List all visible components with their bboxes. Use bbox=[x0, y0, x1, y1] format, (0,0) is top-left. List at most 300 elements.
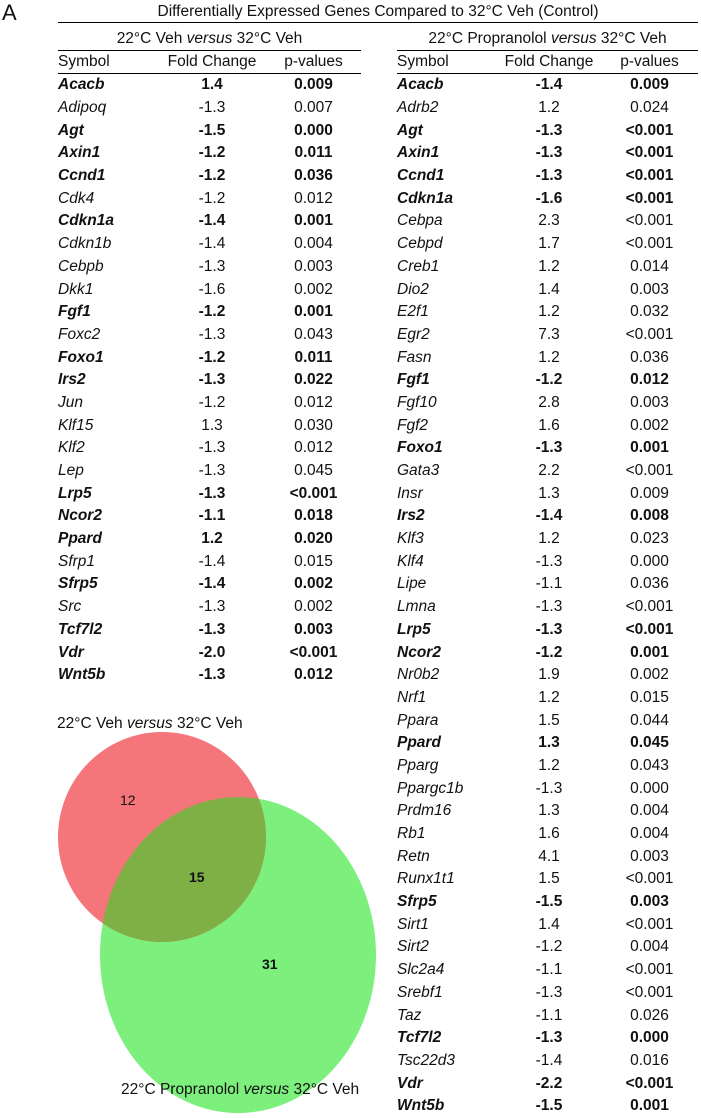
gene-symbol: Rb1 bbox=[397, 825, 426, 843]
fold-change-value: -1.3 bbox=[535, 620, 563, 638]
column-header-p-values: p-values bbox=[601, 51, 698, 74]
table-row bbox=[58, 74, 361, 97]
table-row bbox=[397, 641, 698, 664]
p-value: 0.045 bbox=[294, 462, 333, 480]
gene-symbol: Axin1 bbox=[58, 144, 101, 162]
venn-set-a-only-count: 12 bbox=[120, 792, 136, 808]
table-row bbox=[397, 324, 698, 347]
fold-change-value: -1.2 bbox=[535, 643, 563, 661]
fold-change-value: -1.3 bbox=[535, 167, 563, 185]
table-row bbox=[397, 845, 698, 868]
p-value: 0.002 bbox=[294, 598, 333, 616]
p-value: <0.001 bbox=[289, 484, 338, 502]
p-value: <0.001 bbox=[625, 915, 674, 933]
gene-symbol: Src bbox=[58, 598, 82, 616]
fold-change-value: -1.4 bbox=[535, 76, 563, 94]
table-row bbox=[397, 550, 698, 573]
p-value: 0.020 bbox=[294, 530, 333, 548]
gene-symbol: Ncor2 bbox=[397, 643, 441, 661]
gene-symbol: Klf3 bbox=[397, 530, 424, 548]
table-row bbox=[58, 460, 361, 483]
p-value: 0.004 bbox=[630, 825, 669, 843]
table-row bbox=[58, 414, 361, 437]
gene-symbol: Acacb bbox=[58, 76, 105, 94]
fold-change-value: -1.4 bbox=[535, 507, 563, 525]
gene-symbol: Ccnd1 bbox=[58, 167, 106, 185]
table-row bbox=[397, 664, 698, 687]
fold-change-value: -1.1 bbox=[535, 1006, 563, 1024]
gene-symbol: Wnt5b bbox=[58, 666, 106, 684]
p-value: 0.044 bbox=[630, 711, 669, 729]
column-header-fold-change: Fold Change bbox=[497, 51, 601, 74]
p-value: 0.001 bbox=[630, 643, 669, 661]
gene-symbol: Taz bbox=[397, 1006, 422, 1024]
fold-change-value: 1.6 bbox=[538, 825, 560, 843]
table-row bbox=[58, 301, 361, 324]
fold-change-value: -1.3 bbox=[198, 666, 226, 684]
gene-symbol: Lmna bbox=[397, 598, 436, 616]
p-value: 0.001 bbox=[294, 212, 333, 230]
table-row bbox=[397, 187, 698, 210]
p-value: 0.009 bbox=[630, 76, 669, 94]
gene-symbol: Sirt2 bbox=[397, 938, 429, 956]
fold-change-value: 1.2 bbox=[538, 688, 560, 706]
fold-change-value: -1.3 bbox=[198, 325, 226, 343]
fold-change-value: -1.3 bbox=[535, 598, 563, 616]
fold-change-value: 1.2 bbox=[538, 99, 560, 117]
fold-change-value: -1.3 bbox=[198, 257, 226, 275]
fold-change-value: -1.3 bbox=[198, 484, 226, 502]
gene-symbol: Nr0b2 bbox=[397, 666, 440, 684]
p-value: <0.001 bbox=[625, 189, 674, 207]
table-row bbox=[397, 278, 698, 301]
table-row bbox=[397, 119, 698, 142]
table-row bbox=[58, 210, 361, 233]
fold-change-value: -1.4 bbox=[535, 1051, 563, 1069]
gene-symbol: Srebf1 bbox=[397, 983, 443, 1001]
gene-symbol: Ppard bbox=[397, 734, 441, 752]
table-row bbox=[58, 278, 361, 301]
gene-symbol: Irs2 bbox=[58, 371, 86, 389]
table-row bbox=[397, 165, 698, 188]
p-value: 0.000 bbox=[294, 121, 333, 139]
gene-symbol: Dio2 bbox=[397, 280, 429, 298]
gene-symbol: Gata3 bbox=[397, 462, 440, 480]
fold-change-value: 1.3 bbox=[538, 734, 560, 752]
fold-change-value: -1.5 bbox=[535, 1097, 563, 1115]
table-row bbox=[397, 596, 698, 619]
table-row bbox=[58, 664, 361, 687]
p-value: 0.023 bbox=[630, 530, 669, 548]
fold-change-value: 1.3 bbox=[538, 802, 560, 820]
gene-symbol: Cdkn1a bbox=[58, 212, 114, 230]
table-row bbox=[397, 97, 698, 120]
p-value: 0.000 bbox=[630, 1029, 669, 1047]
p-value: 0.004 bbox=[294, 235, 333, 253]
p-value: 0.022 bbox=[294, 371, 333, 389]
fold-change-value: -1.2 bbox=[198, 303, 226, 321]
table-row bbox=[397, 1072, 698, 1095]
gene-symbol: Vdr bbox=[397, 1074, 423, 1092]
p-value: 0.011 bbox=[294, 144, 333, 162]
p-value: 0.009 bbox=[294, 76, 333, 94]
fold-change-value: -1.4 bbox=[198, 575, 226, 593]
p-value: 0.012 bbox=[294, 393, 333, 411]
p-value: 0.012 bbox=[294, 666, 333, 684]
figure-title: Differentially Expressed Genes Compared to 32°C Veh (Control) bbox=[58, 3, 698, 23]
table-row bbox=[397, 437, 698, 460]
p-value: 0.043 bbox=[294, 325, 333, 343]
gene-symbol: Lep bbox=[58, 462, 84, 480]
table-row bbox=[397, 460, 698, 483]
fold-change-value: 1.5 bbox=[538, 870, 560, 888]
gene-symbol: Dkk1 bbox=[58, 280, 94, 298]
p-value: 0.011 bbox=[294, 348, 333, 366]
gene-symbol: Foxo1 bbox=[58, 348, 104, 366]
p-value: 0.000 bbox=[630, 779, 669, 797]
table-22c-veh-vs-32c-veh bbox=[58, 28, 361, 687]
fold-change-value: -1.2 bbox=[535, 938, 563, 956]
p-value: <0.001 bbox=[625, 961, 674, 979]
table-row bbox=[397, 936, 698, 959]
p-value: 0.003 bbox=[630, 893, 669, 911]
gene-symbol: Cebpd bbox=[397, 235, 443, 253]
fold-change-value: 1.2 bbox=[538, 756, 560, 774]
p-value: 0.003 bbox=[630, 847, 669, 865]
gene-symbol: Slc2a4 bbox=[397, 961, 445, 979]
p-value: <0.001 bbox=[625, 870, 674, 888]
table-row bbox=[397, 1027, 698, 1050]
p-value: 0.024 bbox=[630, 99, 669, 117]
gene-symbol: Agt bbox=[397, 121, 423, 139]
p-value: 0.007 bbox=[294, 99, 333, 117]
fold-change-value: -1.3 bbox=[535, 121, 563, 139]
p-value: 0.001 bbox=[630, 1097, 669, 1115]
p-value: <0.001 bbox=[625, 462, 674, 480]
table-row bbox=[58, 187, 361, 210]
fold-change-value: -1.3 bbox=[535, 983, 563, 1001]
gene-symbol: Insr bbox=[397, 484, 423, 502]
gene-symbol: Cebpb bbox=[58, 257, 104, 275]
table-row bbox=[397, 732, 698, 755]
table-row bbox=[397, 891, 698, 914]
fold-change-value: -1.1 bbox=[535, 961, 563, 979]
fold-change-value: 1.2 bbox=[538, 257, 560, 275]
fold-change-value: 1.4 bbox=[201, 76, 223, 94]
gene-symbol: Cdkn1a bbox=[397, 189, 453, 207]
p-value: <0.001 bbox=[625, 144, 674, 162]
gene-symbol: Ncor2 bbox=[58, 507, 102, 525]
table-row bbox=[397, 619, 698, 642]
table-row bbox=[397, 755, 698, 778]
fold-change-value: -1.3 bbox=[198, 462, 226, 480]
fold-change-value: 2.3 bbox=[538, 212, 560, 230]
fold-change-value: -2.0 bbox=[198, 643, 226, 661]
p-value: 0.008 bbox=[630, 507, 669, 525]
gene-symbol: Tsc22d3 bbox=[397, 1051, 456, 1069]
p-value: 0.043 bbox=[630, 756, 669, 774]
gene-symbol: Sfrp5 bbox=[397, 893, 437, 911]
gene-symbol: Prdm16 bbox=[397, 802, 452, 820]
p-value: 0.012 bbox=[294, 439, 333, 457]
table-row bbox=[58, 142, 361, 165]
table-row bbox=[58, 550, 361, 573]
table-row bbox=[397, 800, 698, 823]
gene-symbol: Wnt5b bbox=[397, 1097, 445, 1115]
p-value: 0.018 bbox=[294, 507, 333, 525]
venn-set-b-label: 22°C Propranolol versus 32°C Veh bbox=[121, 1081, 360, 1098]
p-value: <0.001 bbox=[625, 167, 674, 185]
fold-change-value: 1.3 bbox=[201, 416, 223, 434]
p-value: 0.030 bbox=[294, 416, 333, 434]
gene-symbol: Adrb2 bbox=[397, 99, 439, 117]
gene-symbol: Foxo1 bbox=[397, 439, 443, 457]
column-header-symbol: Symbol bbox=[58, 51, 158, 74]
column-header-symbol: Symbol bbox=[397, 51, 497, 74]
table-row bbox=[397, 982, 698, 1005]
fold-change-value: -1.4 bbox=[198, 552, 226, 570]
fold-change-value: -2.2 bbox=[535, 1074, 563, 1092]
p-value: <0.001 bbox=[625, 983, 674, 1001]
venn-overlap-count: 15 bbox=[189, 869, 205, 885]
table-row bbox=[397, 505, 698, 528]
gene-symbol: Runx1t1 bbox=[397, 870, 455, 888]
table-row bbox=[58, 619, 361, 642]
table-row bbox=[397, 256, 698, 279]
p-value: <0.001 bbox=[625, 235, 674, 253]
fold-change-value: 4.1 bbox=[538, 847, 560, 865]
table-row bbox=[397, 687, 698, 710]
gene-symbol: Retn bbox=[397, 847, 430, 865]
fold-change-value: -1.3 bbox=[535, 552, 563, 570]
p-value: 0.036 bbox=[294, 167, 333, 185]
fold-change-value: -1.6 bbox=[198, 280, 226, 298]
fold-change-value: -1.2 bbox=[198, 167, 226, 185]
fold-change-value: -1.2 bbox=[198, 144, 226, 162]
fold-change-value: -1.3 bbox=[535, 779, 563, 797]
gene-symbol: Ccnd1 bbox=[397, 167, 445, 185]
fold-change-value: 1.4 bbox=[538, 280, 560, 298]
p-value: 0.004 bbox=[630, 802, 669, 820]
fold-change-value: -1.6 bbox=[535, 189, 563, 207]
p-value: 0.001 bbox=[294, 303, 333, 321]
fold-change-value: 1.2 bbox=[201, 530, 223, 548]
fold-change-value: -1.4 bbox=[198, 235, 226, 253]
p-value: <0.001 bbox=[625, 121, 674, 139]
table-row bbox=[58, 119, 361, 142]
venn-set-b-only-count: 31 bbox=[262, 956, 278, 972]
table-row bbox=[58, 437, 361, 460]
fold-change-value: -1.4 bbox=[198, 212, 226, 230]
table-row bbox=[58, 528, 361, 551]
fold-change-value: -1.5 bbox=[198, 121, 226, 139]
fold-change-value: -1.3 bbox=[535, 1029, 563, 1047]
table-row bbox=[58, 233, 361, 256]
p-value: 0.026 bbox=[630, 1006, 669, 1024]
gene-symbol: Agt bbox=[58, 121, 84, 139]
p-value: 0.003 bbox=[294, 620, 333, 638]
p-value: <0.001 bbox=[625, 212, 674, 230]
table-row bbox=[397, 709, 698, 732]
fold-change-value: -1.3 bbox=[535, 439, 563, 457]
fold-change-value: -1.3 bbox=[198, 598, 226, 616]
p-value: 0.032 bbox=[630, 303, 669, 321]
gene-symbol: Egr2 bbox=[397, 325, 430, 343]
table-row bbox=[58, 256, 361, 279]
p-value: 0.004 bbox=[630, 938, 669, 956]
fold-change-value: -1.3 bbox=[535, 144, 563, 162]
gene-symbol: Fgf10 bbox=[397, 393, 437, 411]
gene-symbol: Cebpa bbox=[397, 212, 443, 230]
gene-symbol: Jun bbox=[58, 393, 83, 411]
table-row bbox=[58, 97, 361, 120]
p-value: 0.001 bbox=[630, 439, 669, 457]
table-row bbox=[58, 573, 361, 596]
fold-change-value: 2.2 bbox=[538, 462, 560, 480]
fold-change-value: -1.3 bbox=[198, 99, 226, 117]
table-row bbox=[58, 165, 361, 188]
p-value: 0.002 bbox=[630, 416, 669, 434]
table-row bbox=[58, 392, 361, 415]
p-value: 0.003 bbox=[630, 393, 669, 411]
table-row bbox=[58, 641, 361, 664]
comparison-header: 22°C Propranolol versus 32°C Veh bbox=[397, 28, 698, 51]
gene-symbol: Acacb bbox=[397, 76, 444, 94]
table-row bbox=[58, 369, 361, 392]
gene-symbol: Creb1 bbox=[397, 257, 440, 275]
table-row bbox=[397, 868, 698, 891]
table-row bbox=[397, 142, 698, 165]
table-row bbox=[397, 301, 698, 324]
table-row bbox=[397, 913, 698, 936]
fold-change-value: 1.3 bbox=[538, 484, 560, 502]
fold-change-value: -1.2 bbox=[198, 393, 226, 411]
p-value: 0.002 bbox=[294, 280, 333, 298]
p-value: 0.015 bbox=[630, 688, 669, 706]
fold-change-value: 7.3 bbox=[538, 325, 560, 343]
p-value: 0.016 bbox=[630, 1051, 669, 1069]
p-value: <0.001 bbox=[625, 620, 674, 638]
fold-change-value: -1.5 bbox=[535, 893, 563, 911]
table-row bbox=[397, 346, 698, 369]
p-value: <0.001 bbox=[289, 643, 338, 661]
p-value: 0.036 bbox=[630, 575, 669, 593]
p-value: 0.015 bbox=[294, 552, 333, 570]
table-row bbox=[397, 233, 698, 256]
gene-symbol: Irs2 bbox=[397, 507, 425, 525]
p-value: 0.045 bbox=[630, 734, 669, 752]
fold-change-value: -1.1 bbox=[535, 575, 563, 593]
p-value: 0.036 bbox=[630, 348, 669, 366]
fold-change-value: 1.5 bbox=[538, 711, 560, 729]
fold-change-value: 1.6 bbox=[538, 416, 560, 434]
p-value: 0.000 bbox=[630, 552, 669, 570]
gene-symbol: Ppard bbox=[58, 530, 102, 548]
fold-change-value: 1.2 bbox=[538, 303, 560, 321]
gene-symbol: Fgf1 bbox=[397, 371, 430, 389]
fold-change-value: 1.7 bbox=[538, 235, 560, 253]
table-row bbox=[397, 414, 698, 437]
comparison-header: 22°C Veh versus 32°C Veh bbox=[58, 28, 361, 51]
gene-symbol: Sfrp1 bbox=[58, 552, 96, 570]
gene-symbol: Fasn bbox=[397, 348, 432, 366]
gene-symbol: Sfrp5 bbox=[58, 575, 98, 593]
table-row bbox=[397, 210, 698, 233]
gene-symbol: Klf15 bbox=[58, 416, 94, 434]
p-value: 0.003 bbox=[294, 257, 333, 275]
gene-symbol: Sirt1 bbox=[397, 915, 429, 933]
gene-symbol: Lipe bbox=[397, 575, 427, 593]
gene-symbol: Tcf7l2 bbox=[397, 1029, 442, 1047]
fold-change-value: 1.2 bbox=[538, 530, 560, 548]
panel-label: A bbox=[2, 0, 17, 25]
fold-change-value: -1.3 bbox=[198, 620, 226, 638]
fold-change-value: 1.2 bbox=[538, 348, 560, 366]
fold-change-value: 2.8 bbox=[538, 393, 560, 411]
table-row bbox=[58, 596, 361, 619]
gene-symbol: Pparg bbox=[397, 756, 439, 774]
gene-symbol: Axin1 bbox=[397, 144, 440, 162]
table-row bbox=[58, 505, 361, 528]
gene-symbol: Cdkn1b bbox=[58, 235, 112, 253]
table-row bbox=[397, 528, 698, 551]
gene-symbol: Vdr bbox=[58, 643, 84, 661]
table-row bbox=[58, 482, 361, 505]
p-value: 0.012 bbox=[630, 371, 669, 389]
table-row bbox=[397, 369, 698, 392]
gene-symbol: Ppargc1b bbox=[397, 779, 464, 797]
gene-symbol: Klf2 bbox=[58, 439, 85, 457]
p-value: <0.001 bbox=[625, 598, 674, 616]
p-value: 0.009 bbox=[630, 484, 669, 502]
table-row bbox=[397, 74, 698, 97]
fold-change-value: -1.2 bbox=[535, 371, 563, 389]
p-value: 0.012 bbox=[294, 189, 333, 207]
gene-symbol: Adipoq bbox=[58, 99, 107, 117]
table-row bbox=[397, 573, 698, 596]
fold-change-value: -1.2 bbox=[198, 348, 226, 366]
gene-symbol: Fgf1 bbox=[58, 303, 91, 321]
gene-symbol: E2f1 bbox=[397, 303, 429, 321]
fold-change-value: 1.9 bbox=[538, 666, 560, 684]
p-value: 0.003 bbox=[630, 280, 669, 298]
fold-change-value: 1.4 bbox=[538, 915, 560, 933]
gene-symbol: Cdk4 bbox=[58, 189, 95, 207]
p-value: 0.002 bbox=[630, 666, 669, 684]
table-row bbox=[397, 823, 698, 846]
table-row bbox=[397, 1095, 698, 1118]
venn-diagram bbox=[0, 700, 400, 1118]
table-row bbox=[397, 959, 698, 982]
p-value: <0.001 bbox=[625, 1074, 674, 1092]
table-row bbox=[397, 1050, 698, 1073]
fold-change-value: -1.3 bbox=[198, 439, 226, 457]
column-header-p-values: p-values bbox=[266, 51, 361, 74]
gene-symbol: Lrp5 bbox=[58, 484, 92, 502]
table-row bbox=[397, 392, 698, 415]
p-value: 0.014 bbox=[630, 257, 669, 275]
column-header-fold-change: Fold Change bbox=[158, 51, 266, 74]
fold-change-value: -1.3 bbox=[198, 371, 226, 389]
table-row bbox=[58, 346, 361, 369]
table-row bbox=[397, 482, 698, 505]
p-value: <0.001 bbox=[625, 325, 674, 343]
table-row bbox=[397, 777, 698, 800]
fold-change-value: -1.2 bbox=[198, 189, 226, 207]
gene-symbol: Tcf7l2 bbox=[58, 620, 103, 638]
gene-symbol: Lrp5 bbox=[397, 620, 431, 638]
gene-symbol: Fgf2 bbox=[397, 416, 429, 434]
